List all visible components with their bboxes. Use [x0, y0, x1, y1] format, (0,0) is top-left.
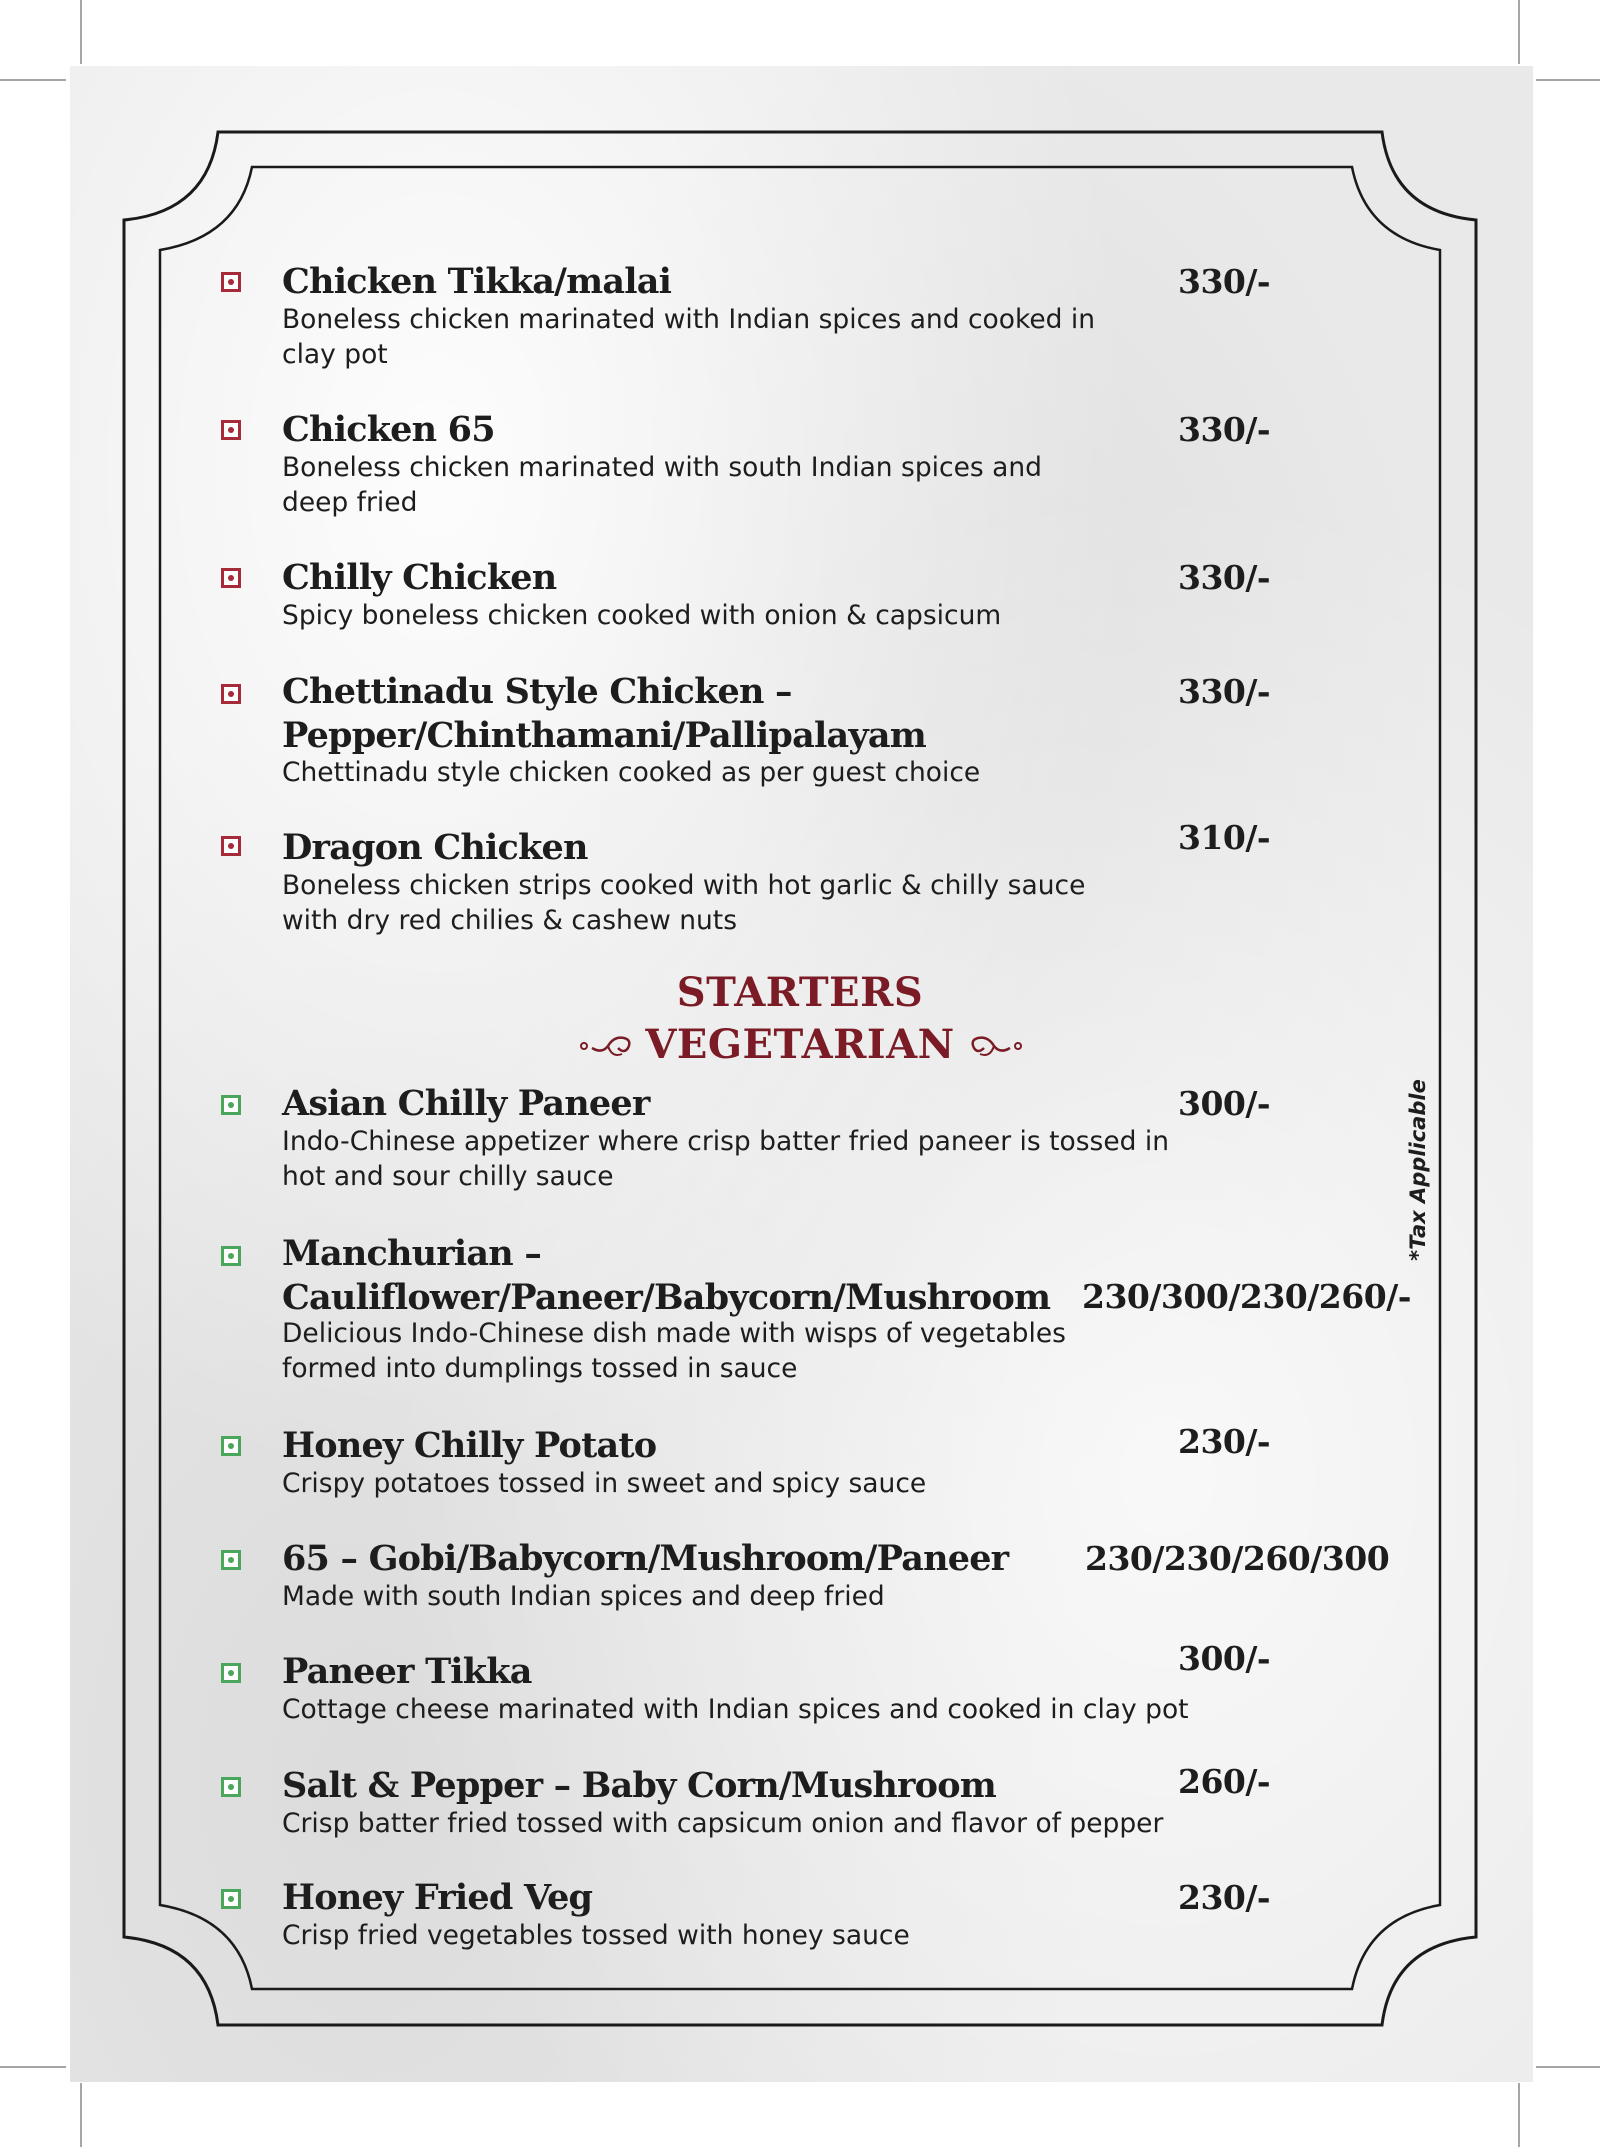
veg-indicator-icon	[221, 1889, 241, 1909]
menu-item-price: 330/-	[1178, 672, 1271, 711]
nonveg-indicator-icon	[221, 684, 241, 704]
menu-item-description: Boneless chicken strips cooked with hot garlic & chilly sauce with dry red chilies & cashew nuts	[282, 870, 1086, 936]
menu-item-price: 300/-	[1178, 1639, 1271, 1678]
menu-item-price: 330/-	[1178, 558, 1271, 597]
menu-item-description: Boneless chicken marinated with Indian spices and cooked in clay pot	[282, 304, 1096, 370]
nonveg-indicator-icon	[221, 272, 241, 292]
menu-item-description: Crisp batter fried tossed with capsicum onion and flavor of pepper	[282, 1808, 1164, 1839]
menu-item-name: Dragon Chicken	[282, 827, 588, 868]
menu-item-name: Chettinadu Style Chicken – Pepper/Chinthamani/Pallipalayam	[282, 671, 926, 756]
veg-indicator-icon	[221, 1095, 241, 1115]
veg-indicator-icon	[221, 1663, 241, 1683]
nonveg-indicator-icon	[221, 420, 241, 440]
menu-item-name: Manchurian – Cauliflower/Paneer/Babycorn/Mushroom	[282, 1233, 1051, 1318]
menu-item-price: 330/-	[1178, 262, 1271, 301]
menu-item-name: Honey Chilly Potato	[282, 1425, 657, 1466]
menu-item-name: Chilly Chicken	[282, 557, 557, 598]
nonveg-indicator-icon	[221, 836, 241, 856]
right-flourish-icon	[964, 1024, 1024, 1064]
menu-item-description: Cottage cheese marinated with Indian spices and cooked in clay pot	[282, 1694, 1189, 1725]
veg-indicator-icon	[221, 1436, 241, 1456]
menu-item-name: 65 – Gobi/Babycorn/Mushroom/Paneer	[282, 1538, 1009, 1579]
menu-item-price: 310/-	[1178, 818, 1271, 857]
menu-item-price: 230/-	[1178, 1878, 1271, 1917]
section-heading-row	[560, 1018, 1040, 1074]
menu-item-description: Crisp fried vegetables tossed with honey sauce	[282, 1920, 910, 1951]
menu-item-description: Delicious Indo-Chinese dish made with wisps of vegetables formed into dumplings tossed in sauce	[282, 1318, 1066, 1384]
veg-indicator-icon	[221, 1246, 241, 1266]
section-heading-line1: STARTERS	[676, 969, 924, 1016]
menu-item-name: Paneer Tikka	[282, 1651, 532, 1692]
tax-note-text: *Tax Applicable	[1406, 1079, 1430, 1261]
menu-item-description: Spicy boneless chicken cooked with onion & capsicum	[282, 600, 1002, 631]
menu-item-description: Chettinadu style chicken cooked as per guest choice	[282, 757, 981, 788]
menu-item-description: Boneless chicken marinated with south Indian spices and deep fried	[282, 452, 1042, 518]
section-heading-line2: VEGETARIAN	[645, 1021, 955, 1068]
nonveg-indicator-icon	[221, 568, 241, 588]
menu-item-description: Indo-Chinese appetizer where crisp batter fried paneer is tossed in hot and sour chilly sauce	[282, 1126, 1170, 1192]
menu-item-name: Honey Fried Veg	[282, 1877, 593, 1918]
menu-item-price: 230/300/230/260/-	[1082, 1277, 1411, 1316]
menu-item-price: 300/-	[1178, 1084, 1271, 1123]
menu-item-name: Chicken 65	[282, 409, 495, 450]
menu-item-name: Salt & Pepper – Baby Corn/Mushroom	[282, 1765, 996, 1806]
veg-indicator-icon	[221, 1550, 241, 1570]
menu-item-price: 330/-	[1178, 410, 1271, 449]
menu-item-price: 260/-	[1178, 1762, 1271, 1801]
menu-item-name: Asian Chilly Paneer	[282, 1083, 650, 1124]
veg-indicator-icon	[221, 1777, 241, 1797]
menu-item-price: 230/230/260/300	[1085, 1539, 1390, 1578]
menu-item-name: Chicken Tikka/malai	[282, 261, 672, 302]
menu-item-price: 230/-	[1178, 1422, 1271, 1461]
menu-item-description: Crispy potatoes tossed in sweet and spicy sauce	[282, 1468, 927, 1499]
menu-item-description: Made with south Indian spices and deep fried	[282, 1581, 885, 1612]
